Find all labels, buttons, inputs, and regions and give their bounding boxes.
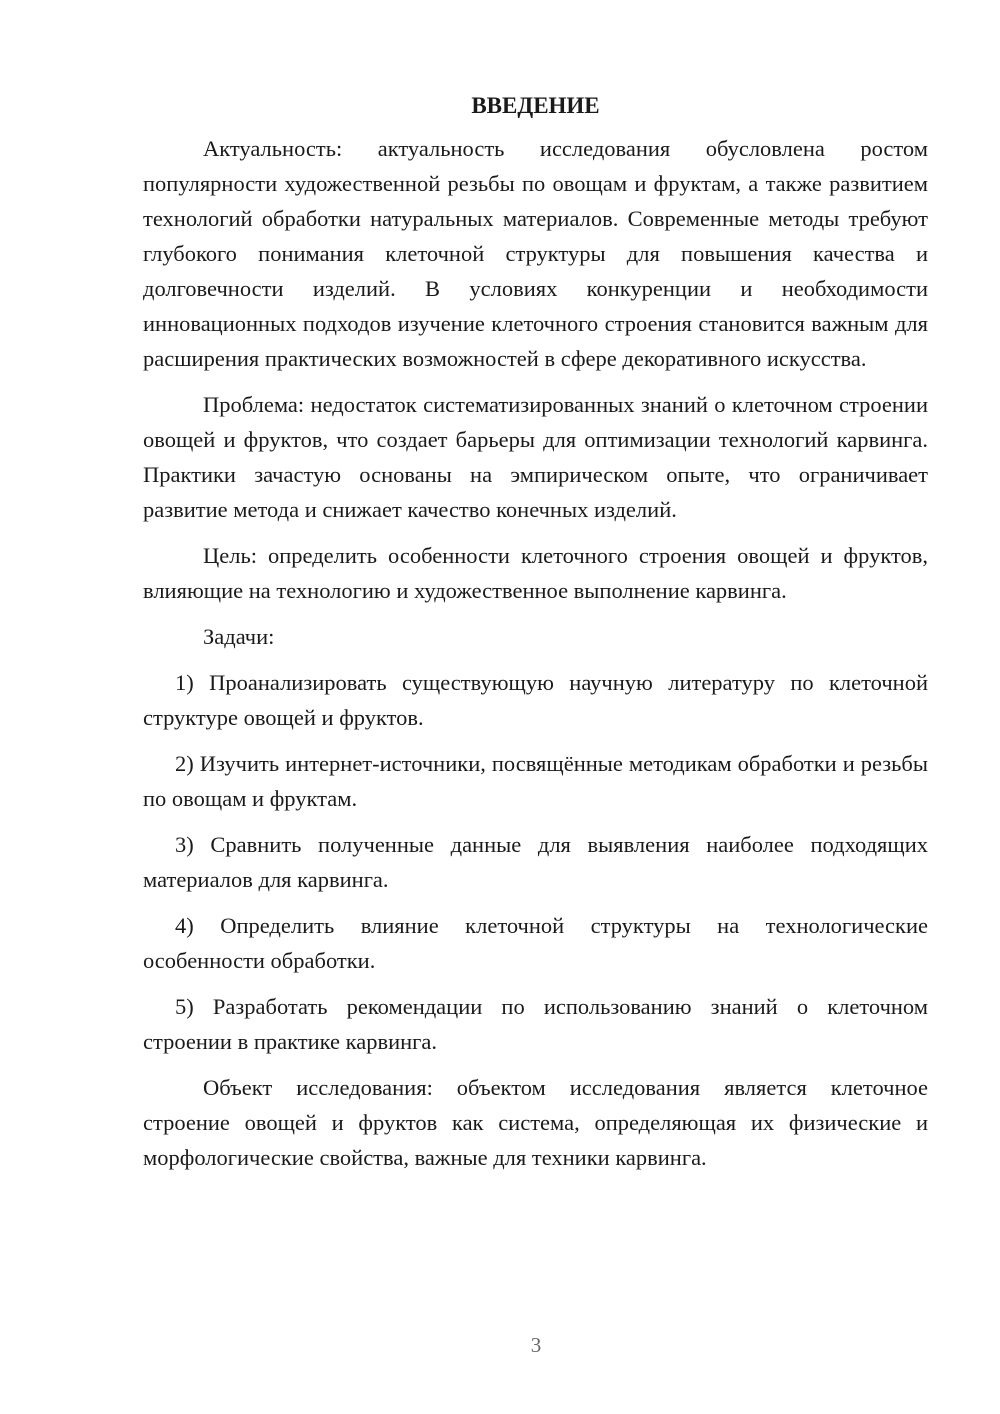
paragraph-relevance: Актуальность: актуальность исследования обусловлена ростом популярности художественной резьбы по овощам и фруктам, а также развитием технологий обработки натуральных материалов. Современные методы требуют глубокого понимания клеточной структуры для повышения качества и долговечности изделий. В условиях конкуренции и необходимости инновационных подходов изучение клеточного строения становится важным для расширения практических возможностей в сфере декоративного искусства.	[143, 136, 928, 371]
task-item-5: 5) Разработать рекомендации по использованию знаний о клеточном строении в практике карвинга.	[143, 994, 928, 1054]
task-item-4: 4) Определить влияние клеточной структуры на технологические особенности обработки.	[143, 913, 928, 973]
page-number: 3	[530, 1333, 542, 1357]
page-title: ВВЕДЕНИЕ	[471, 93, 600, 118]
paragraph-object: Объект исследования: объектом исследования является клеточное строение овощей и фруктов как система, определяющая их физические и морфологические свойства, важные для техники карвинга.	[143, 1075, 928, 1170]
tasks-label: Задачи:	[203, 624, 275, 649]
task-item-2: 2) Изучить интернет-источники, посвящённые методикам обработки и резьбы по овощам и фруктам.	[143, 751, 928, 811]
task-item-1: 1) Проанализировать существующую научную литературу по клеточной структуре овощей и фруктов.	[143, 670, 928, 730]
paragraph-goal: Цель: определить особенности клеточного строения овощей и фруктов, влияющие на технологию и художественное выполнение карвинга.	[143, 543, 928, 603]
paragraph-problem: Проблема: недостаток систематизированных знаний о клеточном строении овощей и фруктов, что создает барьеры для оптимизации технологий карвинга. Практики зачастую основаны на эмпирическом опыте, что ограничивает развитие метода и снижает качество конечных изделий.	[143, 392, 928, 522]
task-item-3: 3) Сравнить полученные данные для выявления наиболее подходящих материалов для карвинга.	[143, 832, 928, 892]
document-page	[143, 88, 928, 1186]
